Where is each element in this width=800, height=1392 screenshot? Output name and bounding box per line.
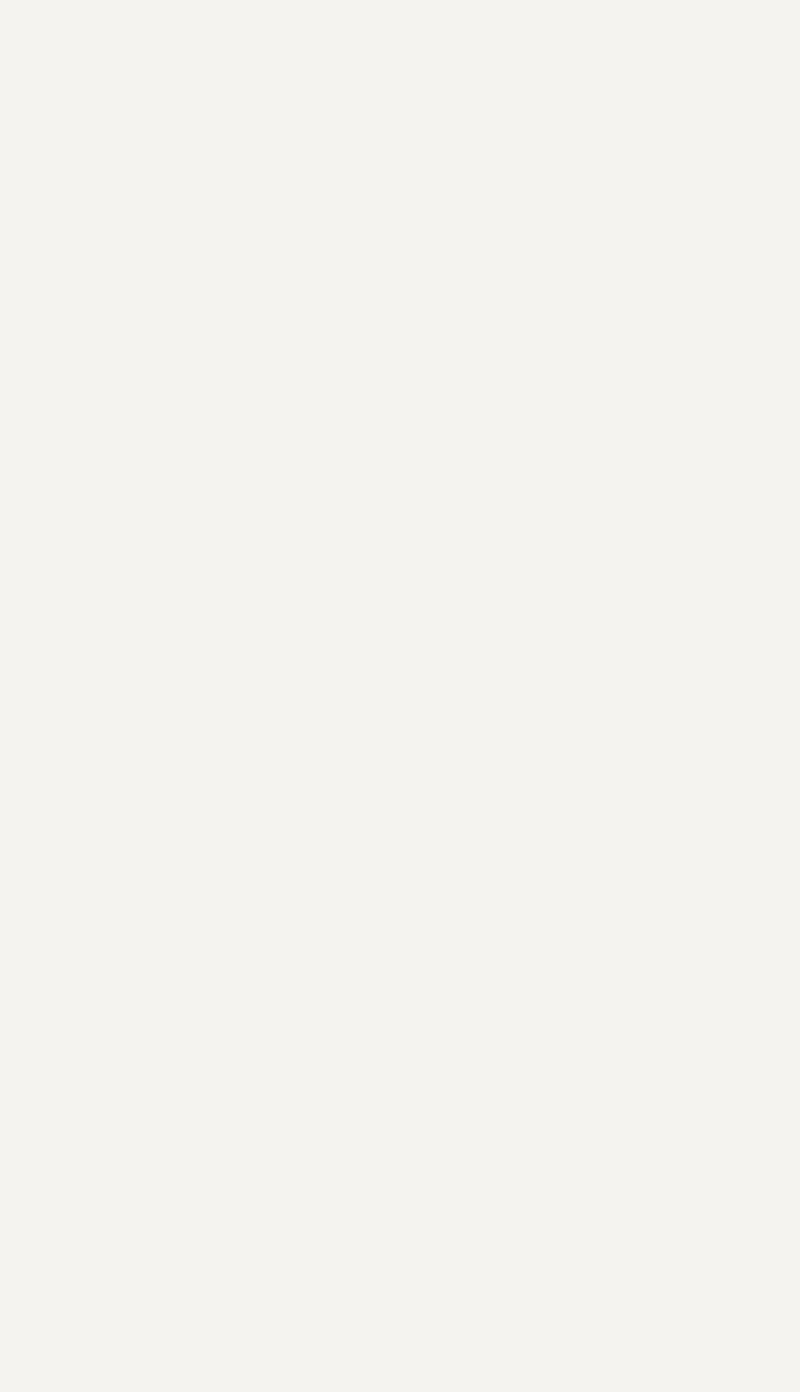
synonym-line [56, 110, 764, 128]
running-header [56, 26, 764, 52]
